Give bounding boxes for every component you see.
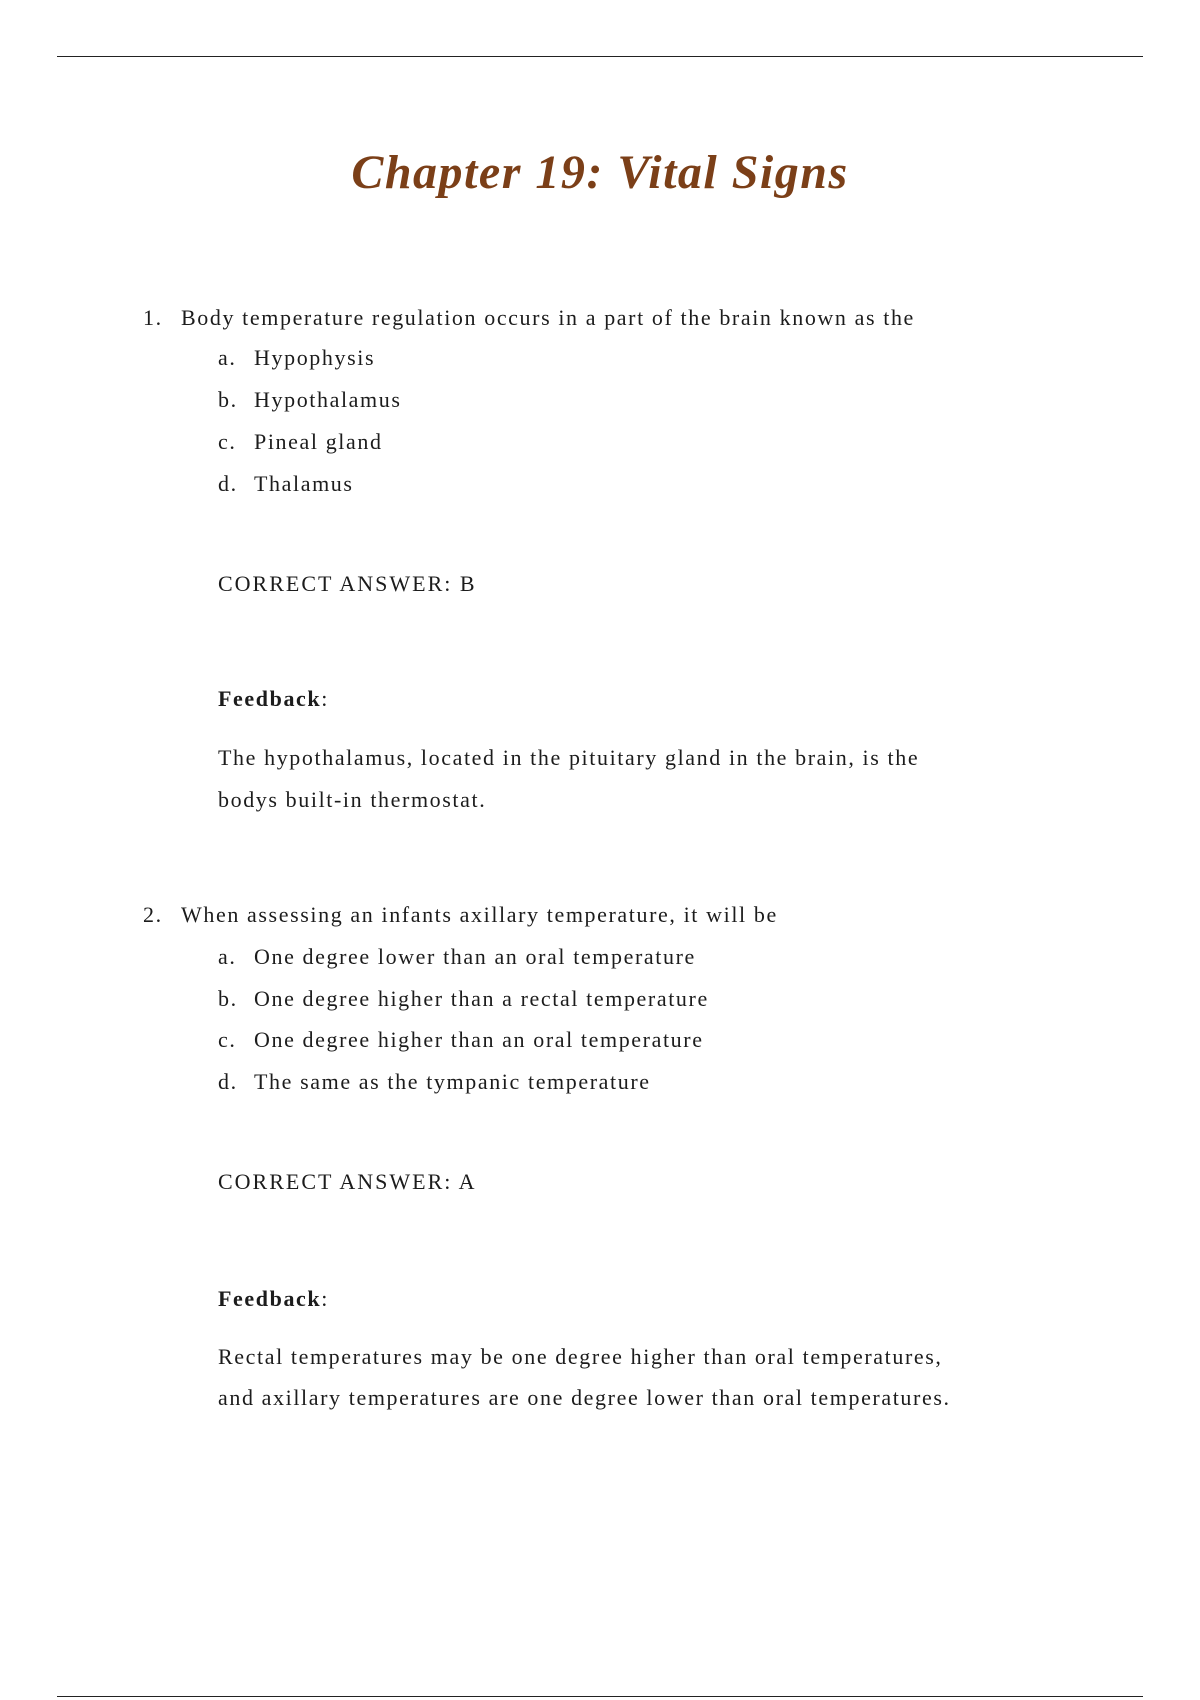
option-2d [218, 1068, 651, 1096]
option-2a [218, 943, 696, 971]
chapter-title: Chapter 19: Vital Signs [351, 146, 849, 199]
feedback-2-line-1: Rectal temperatures may be one degree higher than oral temperatures, [218, 1344, 943, 1369]
question-number: 1. [143, 305, 163, 330]
correct-answer-1: CORRECT ANSWER: B [218, 571, 477, 596]
question-2 [143, 901, 778, 929]
option-letter: d. [218, 471, 238, 496]
option-text: The same as the tympanic temperature [254, 1069, 651, 1094]
feedback-1-line-2: bodys built-in thermostat. [218, 787, 487, 812]
feedback-colon: : [321, 686, 329, 711]
option-letter: b. [218, 986, 238, 1011]
option-1b [218, 386, 402, 414]
option-text: Hypophysis [254, 345, 376, 370]
feedback-label-2 [218, 1285, 329, 1313]
option-text: Thalamus [254, 471, 354, 496]
option-text: One degree higher than an oral temperature [254, 1027, 704, 1052]
feedback-label-1 [218, 685, 329, 713]
option-1c [218, 428, 383, 456]
option-text: One degree higher than a rectal temperature [254, 986, 709, 1011]
feedback-1-line-1: The hypothalamus, located in the pituitary gland in the brain, is the [218, 745, 920, 770]
feedback-label-text: Feedback [218, 1286, 322, 1311]
correct-answer-2: CORRECT ANSWER: A [218, 1169, 477, 1194]
feedback-2-line-2: and axillary temperatures are one degree lower than oral temperatures. [218, 1385, 951, 1410]
option-1d [218, 470, 354, 498]
question-number: 2. [143, 902, 163, 927]
feedback-colon: : [321, 1286, 329, 1311]
option-1a [218, 344, 375, 372]
option-letter: a. [218, 944, 237, 969]
option-text: One degree lower than an oral temperature [254, 944, 696, 969]
top-rule [57, 56, 1143, 57]
feedback-label-text: Feedback [218, 686, 322, 711]
option-2b [218, 985, 709, 1013]
option-2c [218, 1026, 704, 1054]
option-letter: c. [218, 429, 237, 454]
option-text: Pineal gland [254, 429, 383, 454]
bottom-rule [57, 1696, 1143, 1697]
option-letter: b. [218, 387, 238, 412]
question-text: When assessing an infants axillary temperature, it will be [181, 902, 778, 927]
option-letter: c. [218, 1027, 237, 1052]
option-letter: a. [218, 345, 237, 370]
question-text: Body temperature regulation occurs in a part of the brain known as the [181, 305, 915, 330]
option-letter: d. [218, 1069, 238, 1094]
option-text: Hypothalamus [254, 387, 402, 412]
question-1 [143, 304, 915, 332]
